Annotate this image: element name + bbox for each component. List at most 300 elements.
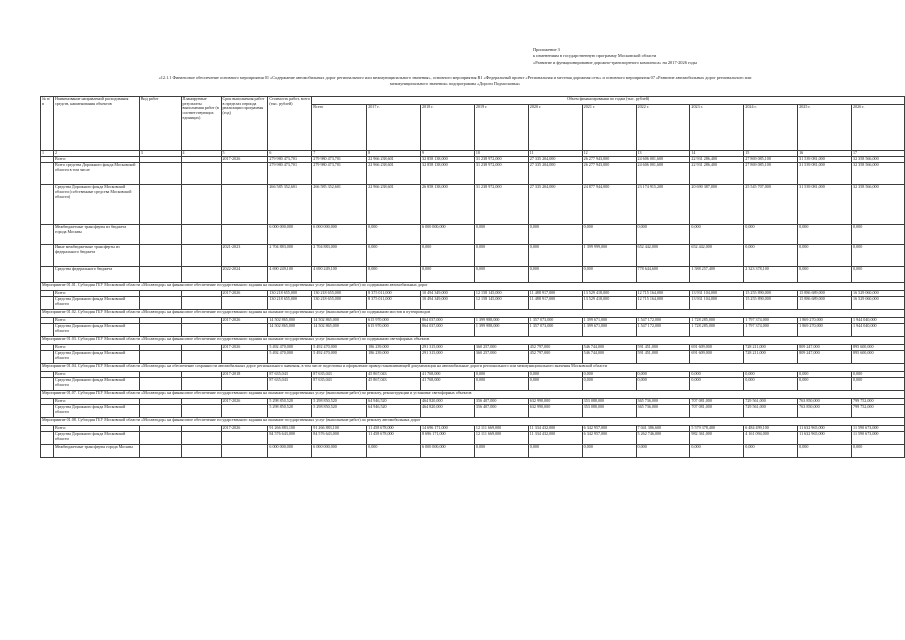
cell-value: 1 547 172,000 [636, 318, 690, 324]
cell-value: 360 257,000 [474, 351, 528, 364]
cell-period: 2017-2026 [221, 157, 268, 163]
table-row [41, 185, 905, 225]
column-number: 9 [421, 151, 475, 157]
cell-value: 0,000 [474, 378, 528, 391]
cell-works [139, 405, 181, 418]
cell-value: 0,000 [690, 372, 744, 378]
cell-value: 0,000 [367, 445, 421, 458]
cell-capacity [181, 185, 221, 225]
cell-value: 0,000 [474, 445, 528, 458]
cell-value: 1 357 073,000 [528, 324, 582, 337]
cell-value: 728 211,000 [744, 345, 798, 351]
cell-value: 5 579 378,400 [690, 426, 744, 432]
cell-value: 11 458 678,000 [367, 432, 421, 445]
col-header-year: 2018 г. [421, 105, 475, 151]
cell-cost: 5 298 850,520 [268, 405, 312, 418]
cell-name: Всего: [53, 372, 139, 378]
cell-value: 591 451,000 [636, 345, 690, 351]
cell-value: 24 877 944,000 [582, 185, 636, 225]
cell-works [139, 245, 181, 267]
cell-value: 31 238 972,000 [474, 157, 528, 163]
cell-period: 2021-2023 [221, 245, 268, 267]
cell-value: 16 529 060,000 [852, 297, 905, 310]
cell-value: 26 277 943,000 [582, 163, 636, 185]
cell-value: 11 458 678,000 [367, 426, 421, 432]
cell-name: Средства Дорожного фонда Московской области [53, 405, 139, 418]
column-number: 12 [582, 151, 636, 157]
cell-works [139, 378, 181, 391]
cell-value: 20 690 387,000 [690, 185, 744, 225]
cell-value: 1 399 988,000 [474, 324, 528, 337]
cell-value: 0,000 [582, 378, 636, 391]
col-header-cost: Стоимость работ, всего (тыс. рублей) [268, 97, 312, 151]
cell-value: 186 239,000 [367, 345, 421, 351]
cell-value: 12 715 164,000 [636, 297, 690, 310]
cell-value: 27 869 085,100 [744, 157, 798, 163]
cell-name: Средства Дорожного фонда Московской области [53, 297, 139, 310]
cell-value: 615 970,000 [367, 318, 421, 324]
cell-value: 452 797,000 [528, 345, 582, 351]
cell-value: 64 946,520 [367, 399, 421, 405]
cell-works [139, 297, 181, 310]
table-row [41, 245, 905, 267]
cell-value: 2 323 378,100 [744, 267, 798, 283]
table-row [41, 378, 905, 391]
cell-value: 13 931 104,000 [690, 297, 744, 310]
cell-value: 32 358 566,000 [852, 185, 905, 225]
cell-period [221, 185, 268, 225]
cell-value: 6 342 957,000 [582, 432, 636, 445]
cell-capacity [181, 351, 221, 364]
cell-cost: 130 218 655,000 [268, 291, 312, 297]
cell-value: 0,000 [852, 445, 905, 458]
cell-cost: 5 492 470,000 [268, 351, 312, 364]
cell-cost: 4 690 249,100 [268, 267, 312, 283]
cell-period [221, 405, 268, 418]
cell-period [221, 297, 268, 310]
cell-period: 2017-2026 [221, 345, 268, 351]
cell-value: 26 277 943,000 [582, 157, 636, 163]
cell-value: 32 858 138,000 [421, 157, 475, 163]
cell-value: 0,000 [798, 225, 852, 245]
measure-title: Мероприятие 01.04. Субсидия ГБУ Московской области «Мосавтодор» на обеспечение сохранности автомобильных дорог регионального значения, в том числе подготовка и оформление правоустанавливающей документации на автомобильные дороги регионального или межмуниципального значения Московской области [41, 364, 905, 372]
cell-value: 0,000 [636, 372, 690, 378]
cell-capacity [181, 297, 221, 310]
cell-value: 45 867,043 [367, 372, 421, 378]
cell-capacity [181, 245, 221, 267]
cell-name: Межбюджетные трансферты города Москвы [53, 445, 139, 458]
cell-works [139, 324, 181, 337]
table-row [41, 163, 905, 185]
col-header-year: 2021 г. [582, 105, 636, 151]
cell-value: 0,000 [367, 245, 421, 267]
cell-value: 0,000 [798, 267, 852, 283]
column-number: 6 [268, 151, 312, 157]
cell-value: 0,000 [528, 245, 582, 267]
cell-value: 22 931 286,400 [690, 157, 744, 163]
cell-value: 41 768,000 [421, 372, 475, 378]
cell-value: 31 238 972,000 [474, 163, 528, 185]
cell-value: 31 539 081,000 [798, 185, 852, 225]
cell-value: 291 315,000 [421, 345, 475, 351]
column-number: 14 [690, 151, 744, 157]
column-number: 3 [139, 151, 181, 157]
measure-title: Мероприятие 01.07. Субсидия ГБУ Московской области «Мосавтодор» на финансовое обеспечение государственного задания на оказание государственных услуг (выполнение работ) по ремонту, реконструкции и установке светофорных объектов [41, 391, 905, 399]
cell-value: 0,000 [744, 245, 798, 267]
cell-num [41, 445, 54, 458]
cell-value: 22 966 238,601 [367, 163, 421, 185]
cell-value: 31 539 081,000 [798, 163, 852, 185]
cell-value: 0,000 [744, 225, 798, 245]
table-body [41, 157, 905, 458]
cell-num [41, 245, 54, 267]
cell-name: Иные межбюджетные трансферты из федерального бюджета [53, 245, 139, 267]
cell-value: 0,000 [690, 225, 744, 245]
cell-cost: 6 000 000,000 [268, 225, 312, 245]
table-title-line: «12.1.1 Финансовое обеспечение основного мероприятия 01 «Содержание автомобильных дорог регионального или межмуниципального значения», основного мероприятия R1 «Федеральный проект «Региональная и местная дорожная сеть» и основного мероприятия 07 «Развитие автомобильных дорог регионального или [158, 75, 752, 80]
cell-value: 130 218 655,000 [312, 291, 367, 297]
cell-value: 729 561,000 [744, 405, 798, 418]
cell-name: Средства Дорожного фонда Московской области [53, 324, 139, 337]
cell-value: 0,000 [744, 378, 798, 391]
cell-period: 2017-2026 [221, 291, 268, 297]
cell-num [41, 432, 54, 445]
table-row [41, 432, 905, 445]
cell-value: 12 111 669,000 [474, 432, 528, 445]
cell-capacity [181, 163, 221, 185]
cell-value: 8 696 171,000 [421, 432, 475, 445]
col-header-capacity: Планируемые результаты выполнения работ (в соответствующих единицах) [181, 97, 221, 151]
cell-value: 12 715 164,000 [636, 291, 690, 297]
cell-cost: 130 218 655,000 [268, 297, 312, 310]
appendix-line: к изменениям в государственную программу Московской области [533, 53, 657, 59]
cell-num [41, 225, 54, 245]
cell-cost: 5 298 850,520 [268, 399, 312, 405]
cell-value: 4 161 094,000 [744, 432, 798, 445]
cell-cost: 5 492 470,000 [268, 345, 312, 351]
cell-value: 1 869 270,000 [798, 318, 852, 324]
cell-value: 0,000 [528, 225, 582, 245]
cell-value: 84 576 643,000 [312, 432, 367, 445]
cell-value: 12 111 669,000 [474, 426, 528, 432]
table-header-row [41, 97, 905, 105]
cell-value: 13 529 418,000 [582, 291, 636, 297]
cell-value: 31 539 081,000 [798, 157, 852, 163]
cell-value: 0,000 [367, 267, 421, 283]
col-header-year: 2026 г. [852, 105, 905, 151]
cell-value: 14 696 171,000 [421, 426, 475, 432]
measure-title-row [41, 310, 905, 318]
cell-value: 356 407,000 [474, 399, 528, 405]
cell-cost: 87 635,043 [268, 378, 312, 391]
table-row [41, 351, 905, 364]
col-header-year: 2022 г. [636, 105, 690, 151]
cell-period: 2017-2026 [221, 399, 268, 405]
cell-value: 591 451,000 [636, 351, 690, 364]
col-header-num: № п/п [41, 97, 54, 151]
cell-value: 27 869 085,100 [744, 163, 798, 185]
cell-value: 2 704 883,000 [312, 245, 367, 267]
cell-value: 11 590 673,000 [852, 432, 905, 445]
cell-value: 6 342 957,000 [582, 426, 636, 432]
table-row [41, 324, 905, 337]
cell-period [221, 324, 268, 337]
cell-value: 1 728 285,000 [690, 318, 744, 324]
cell-value: 11 334 432,000 [528, 432, 582, 445]
col-header-year: 2020 г. [528, 105, 582, 151]
col-header-year: 2017 г. [367, 105, 421, 151]
cell-value: 1 869 270,000 [798, 324, 852, 337]
cell-value: 365 736,000 [636, 405, 690, 418]
cell-value: 0,000 [852, 225, 905, 245]
cell-value: 15 255 890,000 [744, 297, 798, 310]
cell-value: 0,000 [852, 267, 905, 283]
measure-title-row [41, 337, 905, 345]
cell-value: 11 632 965,000 [798, 426, 852, 432]
cell-num [41, 351, 54, 364]
cell-value: 728 211,000 [744, 351, 798, 364]
cell-period [221, 432, 268, 445]
cell-value: 22 966 238,601 [367, 185, 421, 225]
table-title-line: межмуниципального значения» подпрограммы «Дороги Подмосковья» [389, 80, 521, 86]
cell-value: 27 335 204,000 [528, 163, 582, 185]
cell-value: 707 081,000 [690, 399, 744, 405]
cell-value: 895 600,000 [852, 345, 905, 351]
measure-title-row [41, 391, 905, 399]
cell-value: 11 334 432,000 [528, 426, 582, 432]
table-row [41, 267, 905, 283]
cell-value: 464 820,000 [421, 399, 475, 405]
cell-value: 0,000 [636, 378, 690, 391]
cell-value: 763 850,000 [798, 405, 852, 418]
measure-title: Мероприятие 01.03. Субсидия ГБУ Московской области «Мосавтодор» на финансовое обеспечение государственного задания на оказание государственных услуг (выполнение работ) по содержанию светофорных объектов [41, 337, 905, 345]
cell-value: 6 000 000,000 [312, 445, 367, 458]
cell-value: 360 257,000 [474, 345, 528, 351]
col-header-total: Всего [312, 105, 367, 151]
cell-value: 6 000 000,000 [312, 225, 367, 245]
cell-cost: 84 576 643,000 [268, 432, 312, 445]
col-header-year: 2024 г. [744, 105, 798, 151]
col-header-year: 2019 г. [474, 105, 528, 151]
cell-period: 2022-2024 [221, 267, 268, 283]
measure-title: Мероприятие 01.01. Субсидия ГБУ Московской области «Мосавтодор» на финансовое обеспечение государственного задания на оказание государственных услуг (выполнение работ) по содержанию автомобильных дорог [41, 283, 905, 291]
cell-value: 13 529 418,000 [582, 297, 636, 310]
cell-value: 864 037,000 [421, 324, 475, 337]
column-number: 7 [312, 151, 367, 157]
cell-value: 41 768,000 [421, 378, 475, 391]
cell-value: 452 797,000 [528, 351, 582, 364]
cell-value: 353 088,000 [582, 399, 636, 405]
col-header-year: 2025 г. [798, 105, 852, 151]
cell-value: 11 488 917,000 [528, 291, 582, 297]
cell-num [41, 324, 54, 337]
cell-value: 0,000 [582, 445, 636, 458]
cell-capacity [181, 378, 221, 391]
column-number: 8 [367, 151, 421, 157]
cell-value: 652 442,000 [636, 245, 690, 267]
cell-value: 864 037,000 [421, 318, 475, 324]
cell-value: 778 644,600 [636, 267, 690, 283]
cell-value: 809 247,000 [798, 351, 852, 364]
cell-cost: 266 585 352,601 [268, 185, 312, 225]
cell-value: 24 606 001,600 [636, 157, 690, 163]
cell-value: 5 492 470,000 [312, 351, 367, 364]
cell-value: 0,000 [474, 245, 528, 267]
cell-value: 0,000 [474, 267, 528, 283]
cell-works [139, 445, 181, 458]
cell-value: 27 335 204,000 [528, 185, 582, 225]
cell-value: 0,000 [367, 225, 421, 245]
cell-value: 266 585 352,601 [312, 185, 367, 225]
cell-value: 0,000 [798, 245, 852, 267]
cell-value: 0,000 [744, 445, 798, 458]
cell-value: 291 315,000 [421, 351, 475, 364]
col-header-funding: Объем финансирования по годам (тыс. рублей) [312, 97, 905, 105]
financing-table [40, 96, 905, 458]
table-row [41, 225, 905, 245]
cell-value: 186 239,000 [367, 351, 421, 364]
cell-value: 25 545 707,000 [744, 185, 798, 225]
cell-value: 652 442,000 [690, 245, 744, 267]
measure-title-row [41, 364, 905, 372]
cell-value: 6 000 000,000 [421, 225, 475, 245]
cell-value: 10 494 349,000 [421, 291, 475, 297]
appendix-line: «Развитие и функционирование дорожно-транспортного комплекса» на 2017-2026 годы [533, 59, 697, 65]
cell-capacity [181, 445, 221, 458]
cell-value: 91 266 883,100 [312, 426, 367, 432]
cell-value: 6 484 499,100 [744, 426, 798, 432]
cell-value: 10 494 349,000 [421, 297, 475, 310]
cell-period [221, 225, 268, 245]
cell-value: 0,000 [636, 445, 690, 458]
cell-value: 1 547 172,000 [636, 324, 690, 337]
cell-value: 0,000 [528, 372, 582, 378]
cell-value: 1 588 257,400 [690, 267, 744, 283]
cell-period [221, 351, 268, 364]
cell-value: 7 041 386,600 [636, 426, 690, 432]
cell-value: 11 590 673,000 [852, 426, 905, 432]
cell-value: 546 744,000 [582, 345, 636, 351]
cell-value: 0,000 [582, 267, 636, 283]
cell-value: 799 752,000 [852, 399, 905, 405]
cell-value: 0,000 [528, 267, 582, 283]
cell-value: 356 407,000 [474, 405, 528, 418]
cell-value: 5 262 746,000 [636, 432, 690, 445]
col-header-name: Наименование направлений расходования средств, наименования объектов [53, 97, 139, 151]
cell-value: 26 858 138,000 [421, 185, 475, 225]
cell-value: 15 886 689,000 [798, 291, 852, 297]
table-row [41, 405, 905, 418]
cell-value: 0,000 [636, 225, 690, 245]
cell-value: 1 944 040,000 [852, 324, 905, 337]
col-header-period: Срок выполнения работ в пределах периода реализации программы (год) [221, 97, 268, 151]
cell-name: Средства Дорожного фонда Московской области [53, 351, 139, 364]
cell-works [139, 267, 181, 283]
cell-works [139, 185, 181, 225]
cell-num [41, 163, 54, 185]
cell-value: 0,000 [474, 372, 528, 378]
measure-title-row [41, 418, 905, 426]
cell-value: 15 886 689,000 [798, 297, 852, 310]
cell-value: 0,000 [690, 445, 744, 458]
cell-value: 130 218 655,000 [312, 297, 367, 310]
cell-value: 8 375 011,000 [367, 291, 421, 297]
cell-name: Средства федерального бюджета [53, 267, 139, 283]
cell-value: 1 399 671,000 [582, 318, 636, 324]
cell-value: 0,000 [798, 372, 852, 378]
cell-value: 691 609,000 [690, 351, 744, 364]
column-number: 2 [53, 151, 139, 157]
measure-title: Мероприятие 01.02. Субсидия ГБУ Московской области «Мосавтодор» на финансовое обеспечение государственного задания на оказание государственных услуг (выполнение работ) по содержанию мостов и путепроводов [41, 310, 905, 318]
cell-value: 279 980 473,701 [312, 157, 367, 163]
cell-works [139, 225, 181, 245]
cell-period: 2017-2018 [221, 372, 268, 378]
column-number: 1 [41, 151, 54, 157]
cell-name: Средства Дорожного фонда Московской области [53, 378, 139, 391]
cell-value: 279 980 473,701 [312, 163, 367, 185]
cell-name: Межбюджетные трансферты из бюджета города Москвы [53, 225, 139, 245]
cell-value: 0,000 [798, 445, 852, 458]
cell-value: 45 867,043 [367, 378, 421, 391]
cell-period: 2017-2026 [221, 426, 268, 432]
cell-value: 23 174 915,200 [636, 185, 690, 225]
cell-value: 982 361,000 [690, 432, 744, 445]
cell-value: 0,000 [852, 245, 905, 267]
cell-name: Всего: [53, 318, 139, 324]
cell-value: 799 752,000 [852, 405, 905, 418]
cell-value: 31 238 972,000 [474, 185, 528, 225]
cell-value: 32 358 566,000 [852, 163, 905, 185]
cell-num [41, 378, 54, 391]
cell-cost: 14 502 865,000 [268, 324, 312, 337]
cell-value: 0,000 [690, 378, 744, 391]
cell-cost: 87 635,043 [268, 372, 312, 378]
cell-name: Всего: [53, 399, 139, 405]
cell-value: 8 375 011,000 [367, 297, 421, 310]
cell-name: Всего средства Дорожного фонда Московской области в том числе [53, 163, 139, 185]
cell-capacity [181, 267, 221, 283]
cell-value: 0,000 [852, 372, 905, 378]
cell-value: 0,000 [421, 245, 475, 267]
col-header-year: 2023 г. [690, 105, 744, 151]
cell-value: 0,000 [744, 372, 798, 378]
table-title [40, 75, 870, 86]
cell-value: 11 632 965,000 [798, 432, 852, 445]
cell-num [41, 405, 54, 418]
cell-value: 1 728 285,000 [690, 324, 744, 337]
cell-value: 27 335 204,000 [528, 157, 582, 163]
cell-value: 14 502 865,000 [312, 318, 367, 324]
cell-value: 5 298 850,520 [312, 399, 367, 405]
cell-cost: 279 980 473,701 [268, 163, 312, 185]
cell-period [221, 163, 268, 185]
cell-value: 5 492 470,000 [312, 345, 367, 351]
cell-value: 615 970,000 [367, 324, 421, 337]
cell-period [221, 378, 268, 391]
cell-value: 6 000 000,000 [421, 445, 475, 458]
cell-value: 4 690 249,100 [312, 267, 367, 283]
cell-value: 11 488 917,000 [528, 297, 582, 310]
cell-name: Средства Дорожного фонда Московской области [53, 432, 139, 445]
cell-cost: 6 000 000,000 [268, 445, 312, 458]
cell-num [41, 185, 54, 225]
cell-value: 0,000 [852, 378, 905, 391]
cell-name: Всего: [53, 345, 139, 351]
appendix-header [533, 47, 873, 66]
cell-num [41, 267, 54, 283]
cell-works [139, 432, 181, 445]
cell-value: 22 931 286,400 [690, 163, 744, 185]
